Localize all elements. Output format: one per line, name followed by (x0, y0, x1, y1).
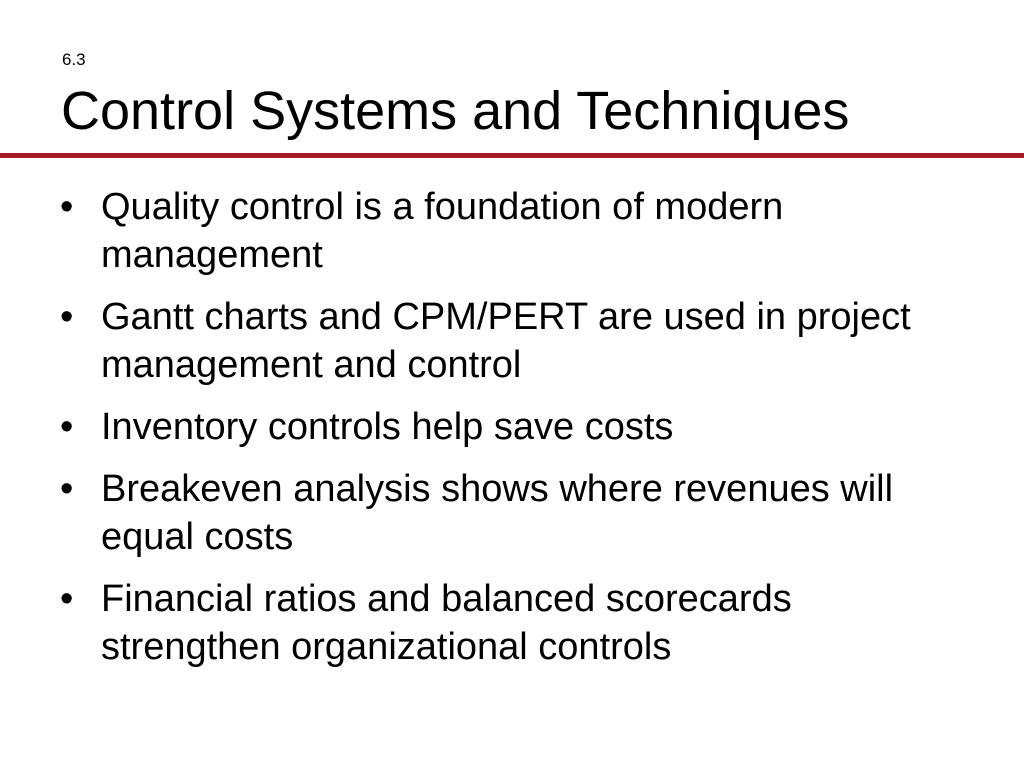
bullet-item (60, 575, 960, 671)
bullet-icon: • (60, 468, 74, 510)
slide-title: Control Systems and Techniques (61, 81, 850, 141)
bullet-item (60, 403, 960, 451)
bullet-text: Inventory controls help save costs (101, 406, 674, 448)
section-number: 6.3 (62, 50, 86, 69)
bullet-icon: • (60, 186, 74, 228)
bullet-item (60, 465, 960, 561)
bullet-list (60, 183, 960, 685)
bullet-text: Gantt charts and CPM/PERT are used in project management and control (101, 296, 911, 386)
bullet-icon: • (60, 296, 74, 338)
bullet-item (60, 293, 960, 389)
bullet-text: Quality control is a foundation of modern management (101, 186, 784, 276)
bullet-text: Financial ratios and balanced scorecards strengthen organizational controls (101, 578, 792, 668)
bullet-icon: • (60, 578, 74, 620)
bullet-text: Breakeven analysis shows where revenues will equal costs (101, 468, 894, 558)
bullet-item (60, 183, 960, 279)
bullet-icon: • (60, 406, 74, 448)
title-divider (0, 153, 1024, 158)
